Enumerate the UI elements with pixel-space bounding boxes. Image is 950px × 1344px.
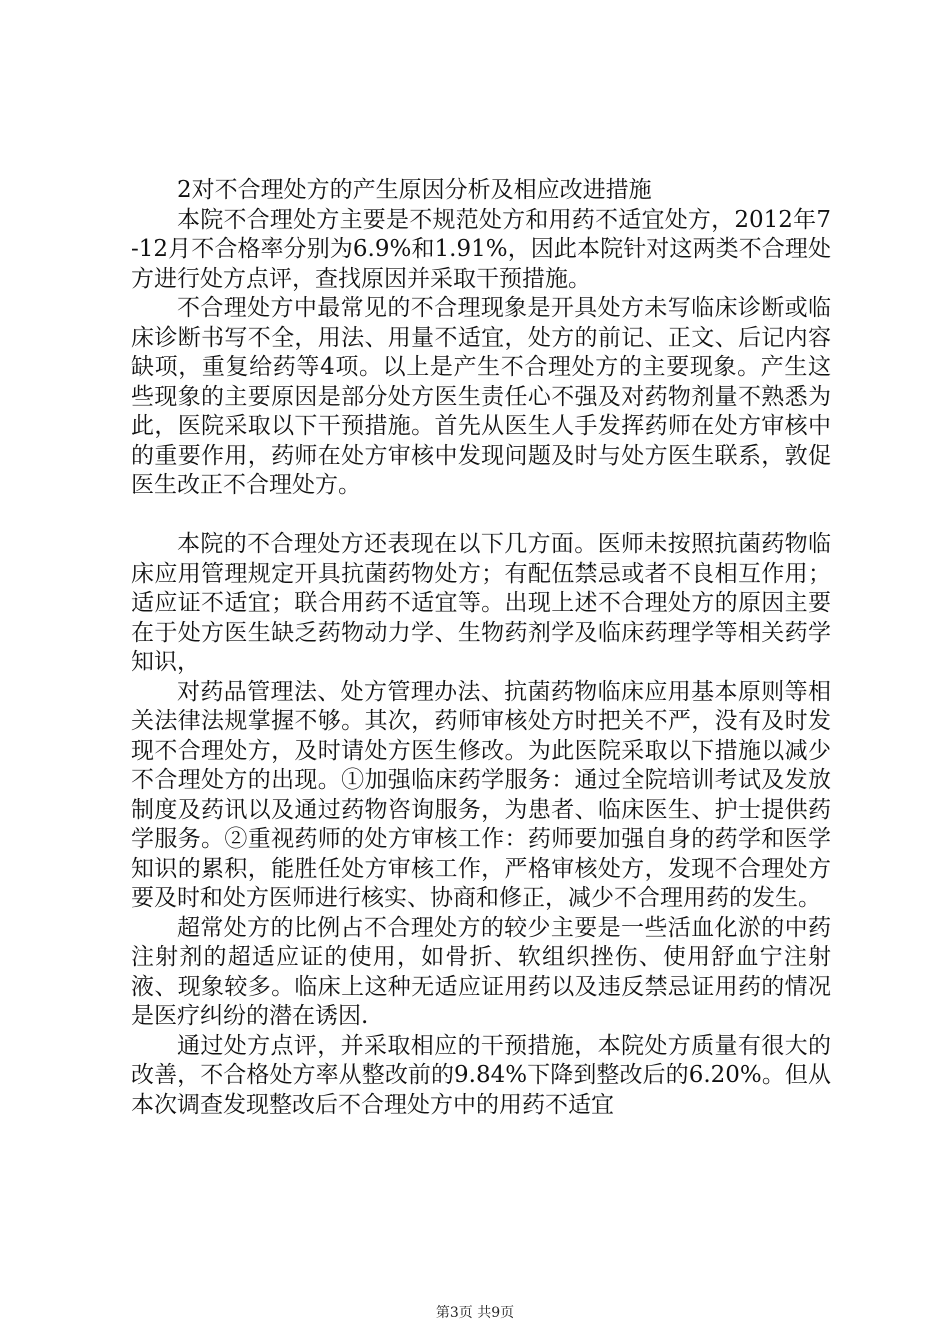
page-number-footer: 第3页 共9页 [435, 1305, 515, 1321]
document-body [131, 176, 831, 1120]
section-heading: 2对不合理处方的产生原因分析及相应改进措施 [177, 177, 652, 203]
paragraph: 超常处方的比例占不合理处方的较少主要是一些活血化淤的中药注射剂的超适应证的使用，如骨折、软组织挫伤、使用舒血宁注射液、现象较多。临床上这种无适应证用药以及违反禁忌证用药的情况是医疗纠纷的潜在诱因. [131, 914, 831, 1029]
paragraph: 对药品管理法、处方管理办法、抗菌药物临床应用基本原则等相关法律法规掌握不够。其次，药师审核处方时把关不严，没有及时发现不合理处方，及时请处方医生修改。为此医院采取以下措施以减少不合理处方的出现。①加强临床药学服务：通过全院培训考试及发放制度及药讯以及通过药物咨询服务，为患者、临床医生、护士提供药学服务。②重视药师的处方审核工作：药师要加强自身的药学和医学知识的累积，能胜任处方审核工作，严格审核处方，发现不合理处方要及时和处方医师进行核实、协商和修正，减少不合理用药的发生。 [131, 678, 831, 911]
paragraph: 本院不合理处方主要是不规范处方和用药不适宜处方，2012年7-12月不合格率分别为6.9%和1.91%，因此本院针对这两类不合理处方进行处方点评，查找原因并采取干预措施。 [131, 206, 831, 292]
paragraph: 本院的不合理处方还表现在以下几方面。医师未按照抗菌药物临床应用管理规定开具抗菌药物处方；有配伍禁忌或者不良相互作用；适应证不适宜；联合用药不适宜等。出现上述不合理处方的原因主要在于处方医生缺乏药物动力学、生物药剂学及临床药理学等相关药学知识， [131, 531, 831, 675]
paragraph: 通过处方点评，并采取相应的干预措施，本院处方质量有很大的改善，不合格处方率从整改前的9.84%下降到整改后的6.20%。但从本次调查发现整改后不合理处方中的用药不适宜 [131, 1032, 831, 1118]
paragraph: 不合理处方中最常见的不合理现象是开具处方未写临床诊断或临床诊断书写不全，用法、用量不适宜，处方的前记、正文、后记内容缺项，重复给药等4项。以上是产生不合理处方的主要现象。产生这些现象的主要原因是部分处方医生责任心不强及对药物剂量不熟悉为此，医院采取以下干预措施。首先从医生人手发挥药师在处方审核中的重要作用，药师在处方审核中发现问题及时与处方医生联系，敦促医生改正不合理处方。 [131, 295, 831, 498]
